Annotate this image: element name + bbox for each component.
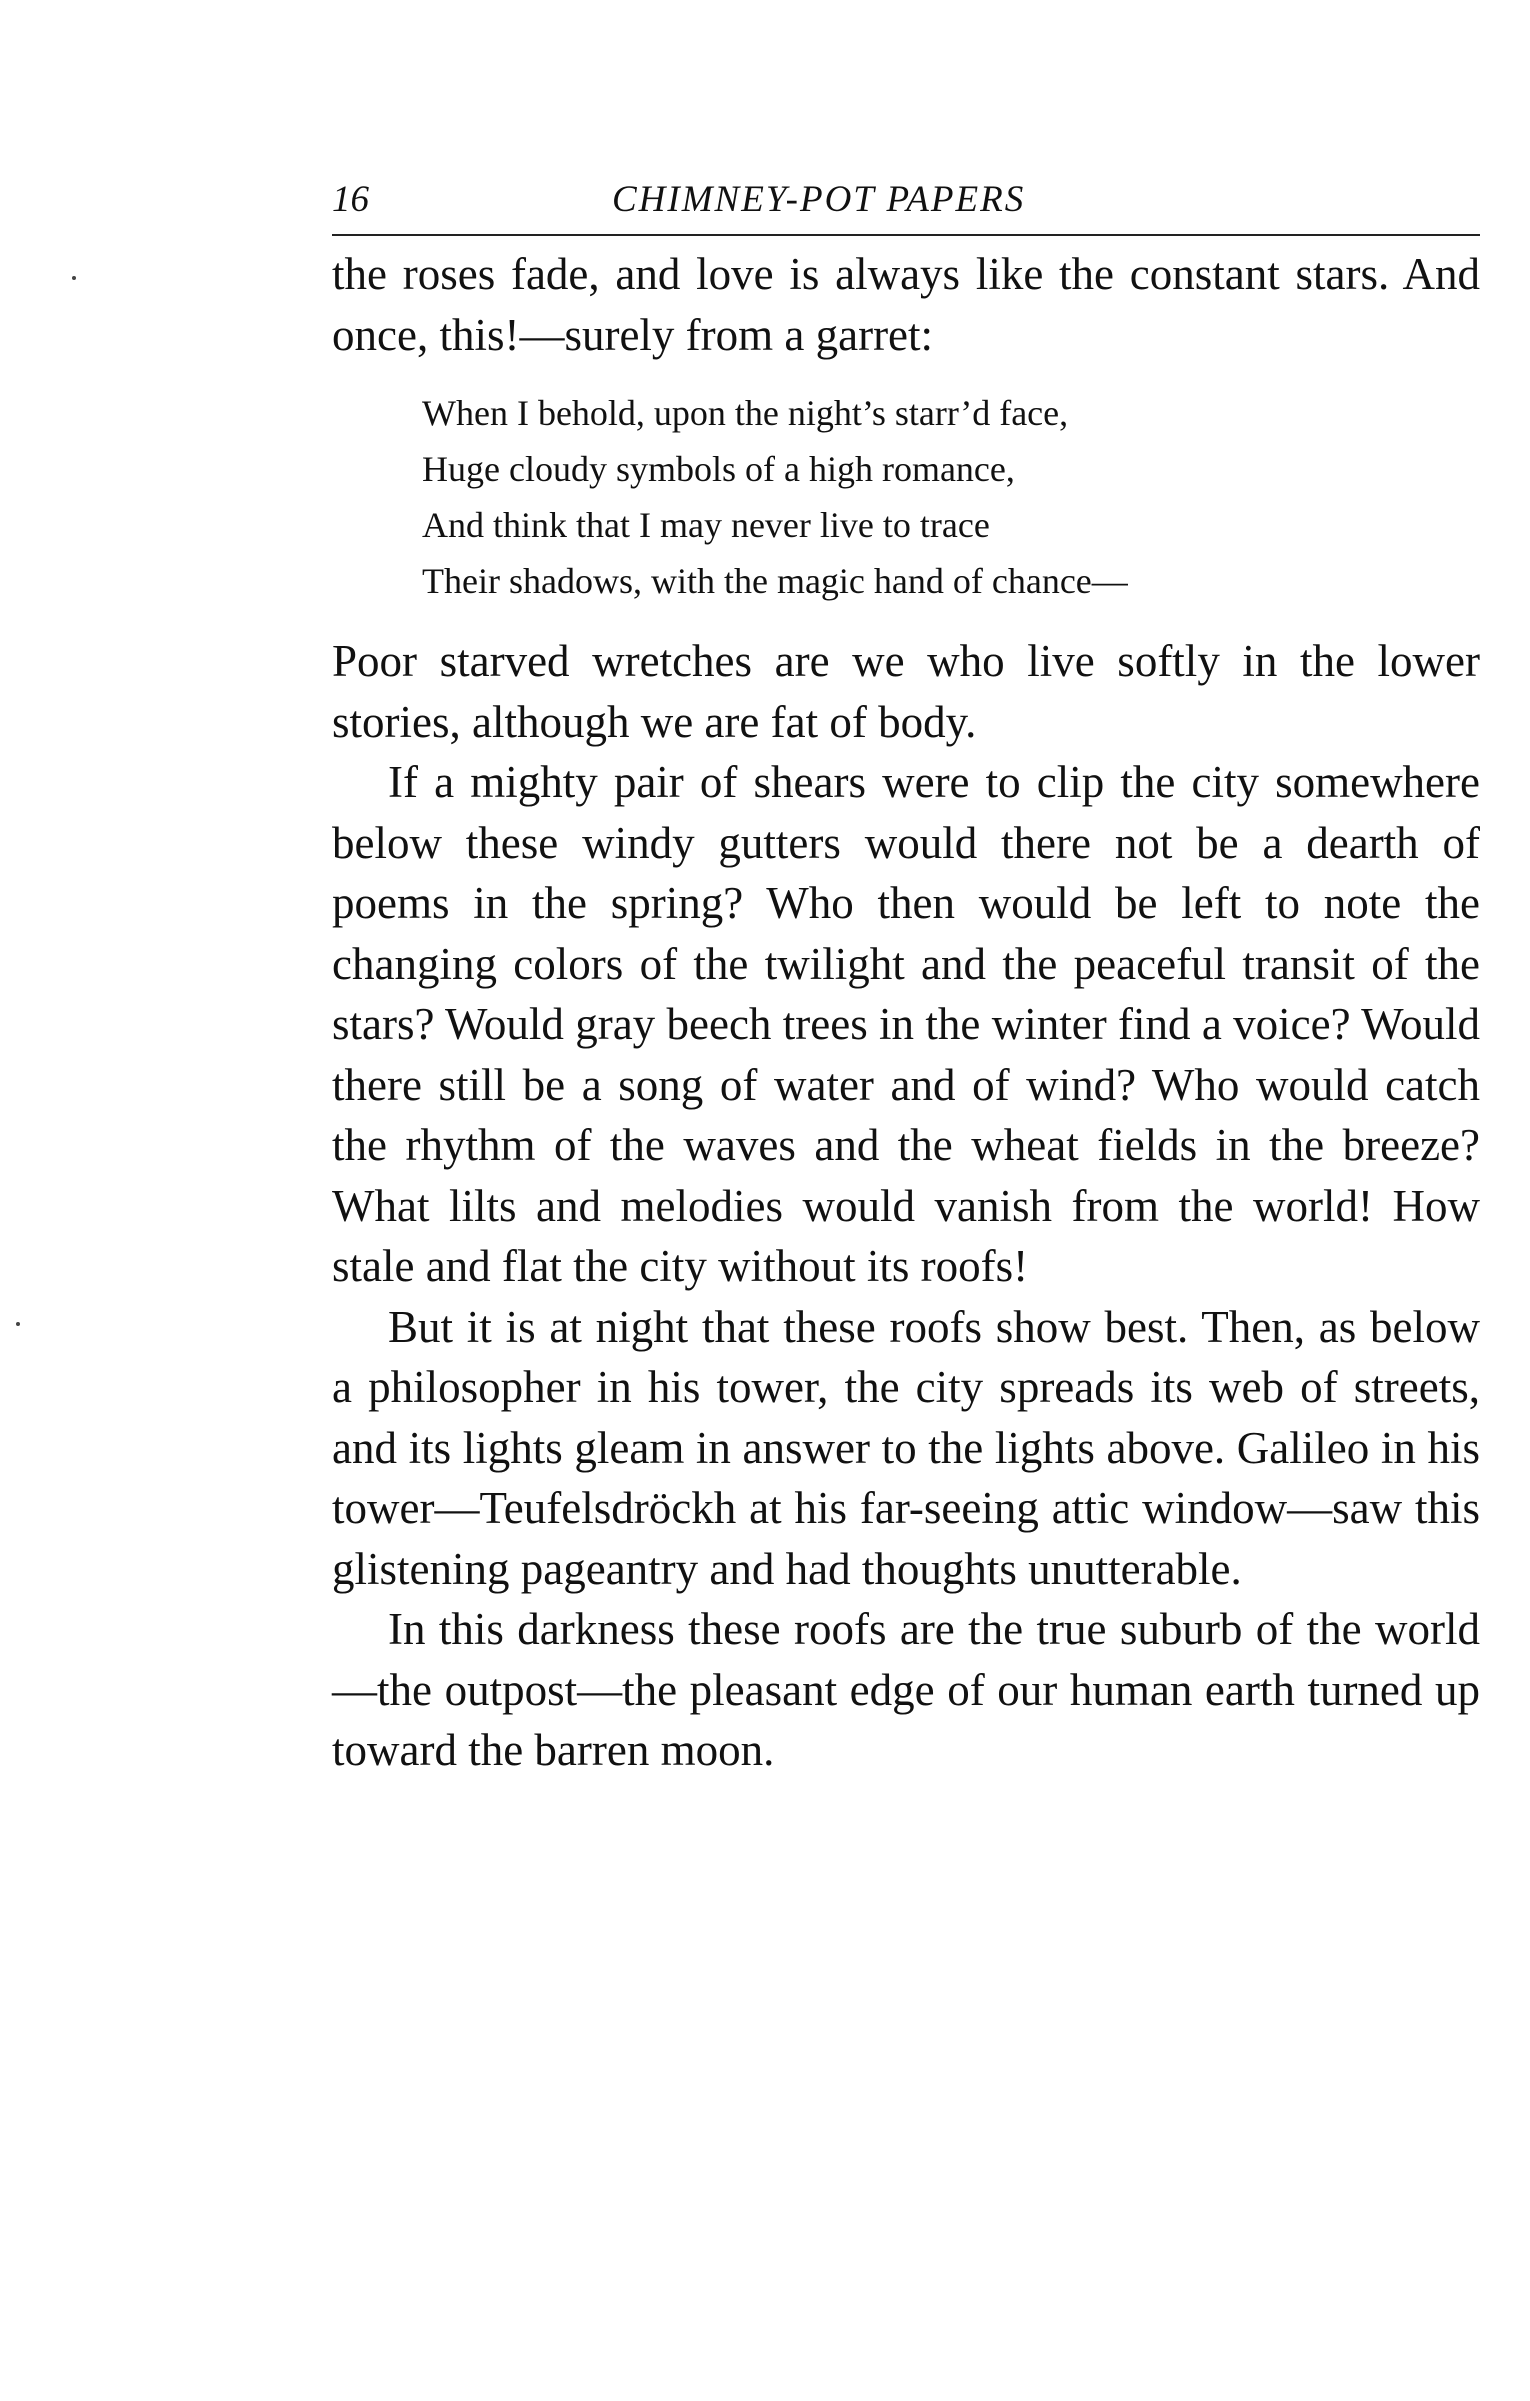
paragraph-continuation: the roses fade, and love is always like the constant stars. And once, this!—surely from a garret:	[332, 249, 1480, 360]
paragraph-after-verse: Poor starved wretches are we who live softly in the lower stories, although we are fat of body.	[332, 636, 1480, 747]
paragraph-night: But it is at night that these roofs show best. Then, as below a philosopher in his tower, the city spreads its web of streets, and its lights gleam in answer to the lights above. Galileo in his tower—Teufelsdröckh at his far-seeing attic window—saw this glistening pageantry and had thoughts unutterable.	[332, 1301, 1480, 1594]
running-head	[332, 170, 1480, 228]
verse-line: Their shadows, with the magic hand of chance—	[422, 561, 1128, 601]
verse-line: And think that I may never live to trace	[422, 505, 990, 545]
book-page	[332, 170, 1480, 1781]
margin-speck	[16, 1322, 20, 1326]
verse-line: Huge cloudy symbols of a high romance,	[422, 449, 1015, 489]
paragraph-darkness: In this darkness these roofs are the true suburb of the world—the outpost—the pleasant edge of our human earth turned up toward the barren moon.	[332, 1604, 1480, 1775]
header-rule	[332, 234, 1480, 236]
paragraph-shears: If a mighty pair of shears were to clip the city somewhere below these windy gutters would there not be a dearth of poems in the spring? Who then would be left to note the changing colors of the twilight and the peaceful transit of the stars? Would gray beech trees in the winter find a voice? Would there still be a song of water and of wind? Who would catch the rhythm of the waves and the wheat fields in the breeze? What lilts and melodies would vanish from the world! How stale and flat the city without its roofs!	[332, 757, 1480, 1291]
margin-speck	[72, 276, 76, 280]
verse-quotation	[422, 385, 1480, 609]
running-title: CHIMNEY-POT PAPERS	[612, 179, 1026, 220]
verse-line: When I behold, upon the night’s starr’d face,	[422, 393, 1069, 433]
page-number: 16	[332, 179, 369, 220]
